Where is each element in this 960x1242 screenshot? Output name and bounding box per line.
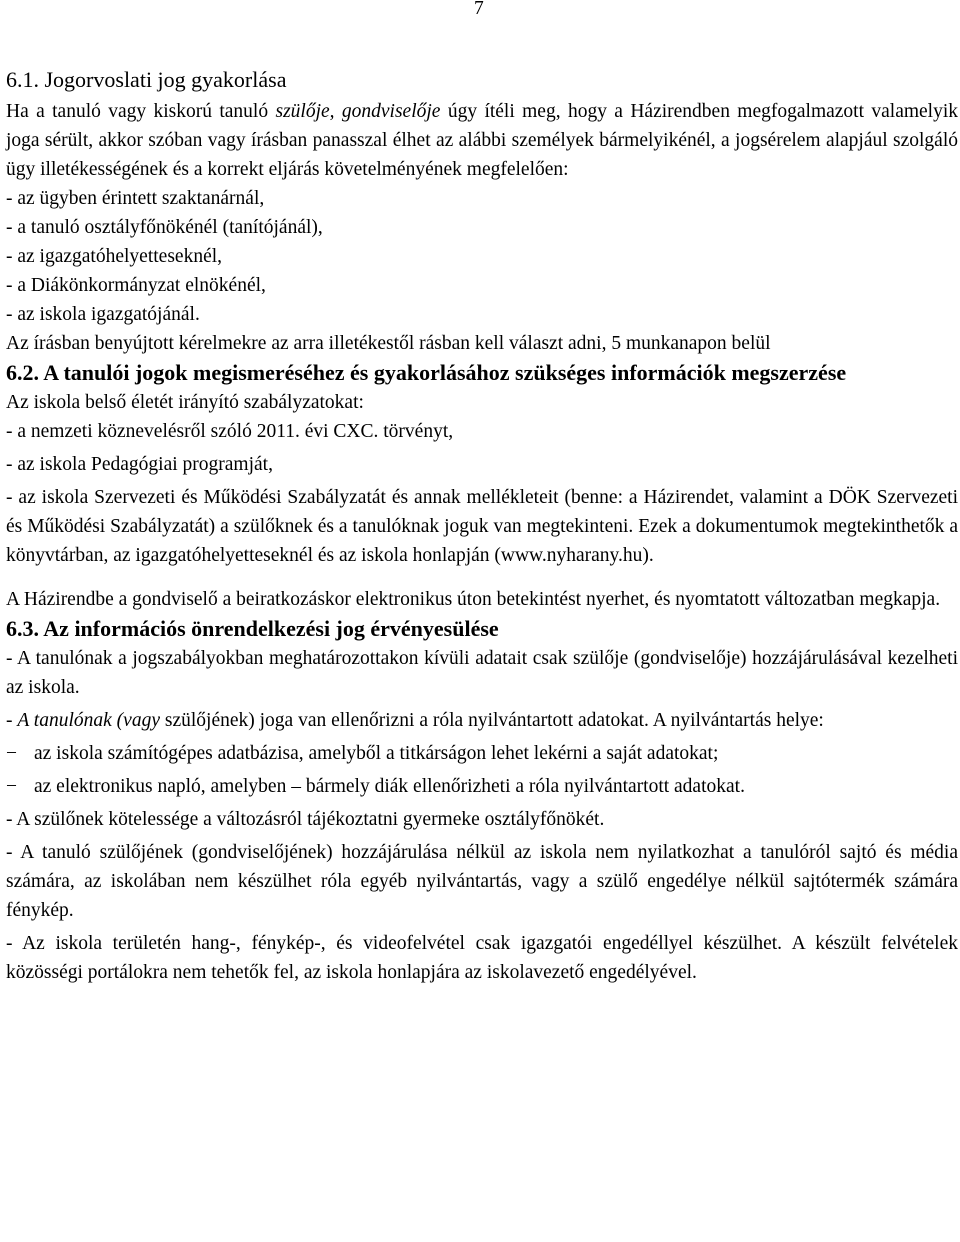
document-body bbox=[6, 63, 958, 987]
page-number: 7 bbox=[474, 0, 484, 19]
intro-text-2: úgy ítéli meg, hogy a Házirendben megfogalmazott valamelyik joga sérült, akkor szóban vagy írásban panasszal élhet az alábbi személyek bármelyikénél, a jogsérelem alapjául szolgáló ügy illetékességének és a korrekt eljárás követelményének megfelelően: bbox=[6, 101, 959, 180]
list-item: - a nemzeti köznevelésről szóló 2011. évi CXC. törvényt, bbox=[6, 421, 454, 442]
dash: - bbox=[6, 710, 13, 731]
paragraph: - A tanulónak a jogszabályokban meghatározottakon kívüli adatait csak szülője (gondviselője) hozzájárulásával kezelheti az iskola. bbox=[6, 648, 958, 698]
intro-text-1: Ha a tanuló vagy kiskorú tanuló bbox=[6, 101, 269, 122]
dash-icon: − bbox=[6, 743, 17, 764]
paragraph-text: szülőjének) joga van ellenőrizni a róla nyilvántartott adatokat. A nyilvántartás helye: bbox=[164, 710, 824, 731]
bullet-item bbox=[6, 739, 958, 768]
paragraph bbox=[6, 706, 958, 735]
section-6-1-heading: 6.1. Jogorvoslati jog gyakorlása bbox=[6, 67, 287, 92]
list-item: - az iskola Szervezeti és Működési Szabályzatát és annak mellékleteit (benne: a Házirendet, valamint a DÖK Szervezeti és Működési Szabályzatát) a szülőknek és a tanulóknak joguk van megtekinteni. Ezek a dokumentumok megtekinthetők a könyvtárban, az igazgatóhelyetteseknél és az iskola honlapján (www.nyharany.hu). bbox=[6, 487, 958, 566]
paragraph: - Az iskola területén hang-, fénykép-, és videofelvétel csak igazgatói engedéllyel készülhet. A készült felvételek közösségi portálokra nem tehetők fel, az iskola honlapjára az iskolavezető engedélyével. bbox=[6, 933, 958, 983]
bullet-item bbox=[6, 772, 958, 801]
intro-italic: szülője, gondviselője bbox=[275, 101, 441, 122]
bullet-text: az iskola számítógépes adatbázisa, amelyből a titkárságon lehet lekérni a saját adatokat; bbox=[34, 743, 719, 764]
list-item: - a Diákönkormányzat elnökénél, bbox=[6, 275, 266, 296]
paragraph: - A tanuló szülőjének (gondviselőjének) hozzájárulása nélkül az iskola nem nyilatkozhat a tanulóról sajtó és média számára, az iskolában nem készülhet róla egyéb nyilvántartás, vagy a szülő engedélye nélkül sajtótermék számára fénykép. bbox=[6, 842, 958, 921]
italic-text: A tanulónak (vagy bbox=[17, 710, 160, 731]
section-6-3-heading: 6.3. Az információs önrendelkezési jog érvényesülése bbox=[6, 616, 499, 641]
section-6-2-intro: Az iskola belső életét irányító szabályzatokat: bbox=[6, 392, 364, 413]
list-item: - az igazgatóhelyetteseknél, bbox=[6, 246, 223, 267]
section-6-2-heading: 6.2. A tanulói jogok megismeréséhez és gyakorlásához szükséges információk megszerzése bbox=[6, 360, 847, 385]
paragraph: - A szülőnek kötelessége a változásról tájékoztatni gyermeke osztályfőnökét. bbox=[6, 809, 605, 830]
section-6-1-closing: Az írásban benyújtott kérelmekre az arra illetékestől rásban kell választ adni, 5 munkanapon belül bbox=[6, 333, 771, 354]
section-6-1-intro bbox=[6, 97, 958, 184]
bullet-text: az elektronikus napló, amelyben – bármely diák ellenőrizheti a róla nyilvántartott adatokat. bbox=[34, 776, 745, 797]
list-item: - az iskola Pedagógiai programját, bbox=[6, 454, 273, 475]
section-6-2-paragraph: A Házirendbe a gondviselő a beiratkozáskor elektronikus úton betekintést nyerhet, és nyomtatott változatban megkapja. bbox=[6, 589, 941, 610]
dash-icon: − bbox=[6, 776, 17, 797]
list-item: - az ügyben érintett szaktanárnál, bbox=[6, 188, 265, 209]
list-item: - a tanuló osztályfőnökénél (tanítójánál), bbox=[6, 217, 323, 238]
list-item: - az iskola igazgatójánál. bbox=[6, 304, 200, 325]
